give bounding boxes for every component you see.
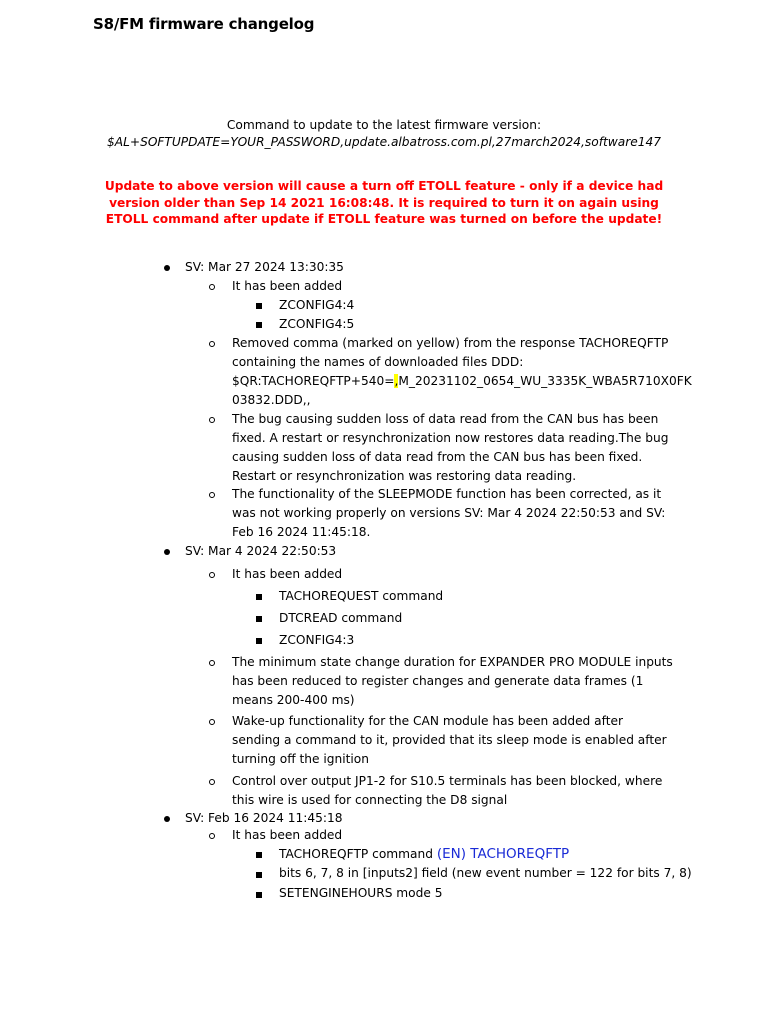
added-item-text: TACHOREQFTP command <box>279 847 433 861</box>
circle-bullet-icon <box>209 719 215 725</box>
added-item: DTCREAD command <box>279 611 403 625</box>
circle-bullet-icon <box>209 341 215 347</box>
command-label: Command to update to the latest firmware version: <box>226 118 542 132</box>
added-label: It has been added <box>232 567 343 581</box>
circle-bullet-icon <box>209 284 215 290</box>
highlighted-comma: , <box>394 374 399 388</box>
square-bullet-icon <box>256 872 262 878</box>
note-text: M_20231102_0654_WU_3335K_WBA5R710X0FK 03832.DDD,, <box>232 374 692 407</box>
etoll-warning: Update to above version will cause a turn off ETOLL feature - only if a device had version older than Sep 14 2021 16:08:48. It is required to turn it on again using ETOLL command after update if ETOLL feature was turned on before the update! <box>104 179 664 226</box>
circle-bullet-icon <box>209 417 215 423</box>
added-item <box>279 846 569 862</box>
version-label: SV: Mar 4 2024 22:50:53 <box>185 544 337 558</box>
tachoreqftp-link[interactable]: (EN) TACHOREQFTP <box>436 846 570 862</box>
added-item: SETENGINEHOURS mode 5 <box>279 886 443 900</box>
bullet-icon <box>164 265 170 271</box>
square-bullet-icon <box>256 616 262 622</box>
circle-bullet-icon <box>209 660 215 666</box>
note-can-bus: The bug causing sudden loss of data read from the CAN bus has been fixed. A restart or resynchronization now restores data reading.The bug causing sudden loss of data read from the CAN bus has been fixed. Restart or resynchronization was restoring data reading. <box>232 412 669 483</box>
bullet-icon <box>164 816 170 822</box>
version-label: SV: Mar 27 2024 13:30:35 <box>185 260 344 274</box>
note-jp1-2: Control over output JP1-2 for S10.5 terminals has been blocked, where this wire is used for connecting the D8 signal <box>232 774 663 807</box>
circle-bullet-icon <box>209 572 215 578</box>
circle-bullet-icon <box>209 833 215 839</box>
page-title: S8/FM firmware changelog <box>93 15 315 33</box>
square-bullet-icon <box>256 852 262 858</box>
version-label: SV: Feb 16 2024 11:45:18 <box>185 811 343 825</box>
note-sleepmode: The functionality of the SLEEPMODE function has been corrected, as it was not working properly on versions SV: Mar 4 2024 22:50:53 and SV: Feb 16 2024 11:45:18. <box>232 487 666 539</box>
note-text: Removed comma (marked on yellow) from the response TACHOREQFTP containing the names of downloaded files DDD: $QR:TACHOREQFTP+540= <box>232 336 669 388</box>
square-bullet-icon <box>256 594 262 600</box>
added-item: ZCONFIG4:4 <box>279 298 355 312</box>
bullet-icon <box>164 549 170 555</box>
added-item: TACHOREQUEST command <box>279 589 444 603</box>
update-command-block <box>0 117 768 151</box>
note-expander: The minimum state change duration for EXPANDER PRO MODULE inputs has been reduced to register changes and generate data frames (1 means 200-400 ms) <box>232 655 673 707</box>
command-value: $AL+SOFTUPDATE=YOUR_PASSWORD,update.albatross.com.pl,27march2024,software147 <box>107 135 661 149</box>
square-bullet-icon <box>256 892 262 898</box>
added-item: bits 6, 7, 8 in [inputs2] field (new event number = 122 for bits 7, 8) <box>279 866 692 880</box>
added-item: ZCONFIG4:5 <box>279 317 355 331</box>
added-label: It has been added <box>232 828 343 842</box>
added-item: ZCONFIG4:3 <box>279 633 355 647</box>
note-wakeup: Wake-up functionality for the CAN module has been added after sending a command to it, provided that its sleep mode is enabled after turning off the ignition <box>232 714 667 766</box>
square-bullet-icon <box>256 303 262 309</box>
note-comma-removed <box>232 334 692 410</box>
square-bullet-icon <box>256 638 262 644</box>
circle-bullet-icon <box>209 779 215 785</box>
square-bullet-icon <box>256 322 262 328</box>
circle-bullet-icon <box>209 492 215 498</box>
added-label: It has been added <box>232 279 343 293</box>
